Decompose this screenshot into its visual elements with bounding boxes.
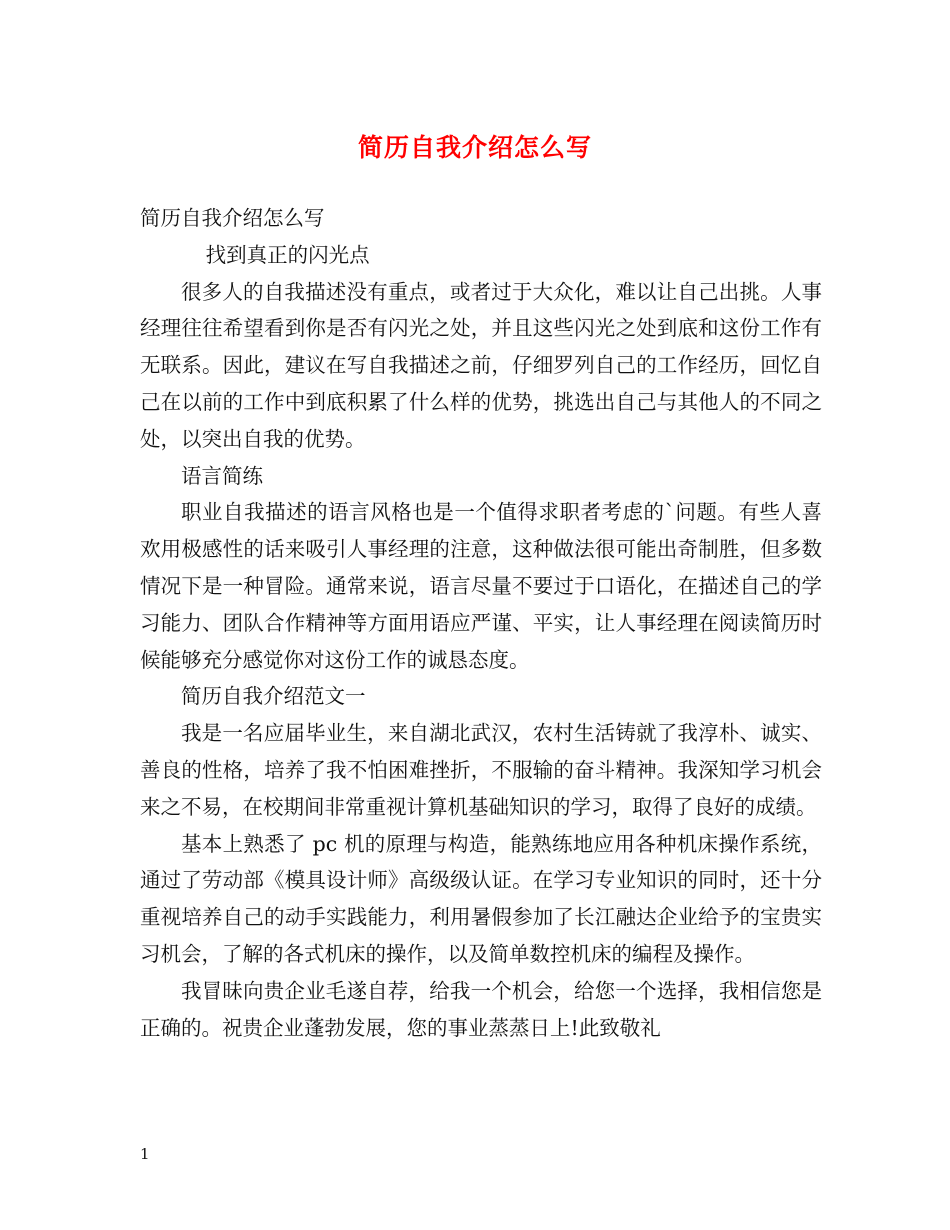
- document-title: 简历自我介绍怎么写: [357, 133, 592, 162]
- document-body: [140, 200, 822, 1046]
- paragraph-subheading: 简历自我介绍范文一: [181, 684, 366, 709]
- paragraph: 我冒昧向贵企业毛遂自荐，给我一个机会，给您一个选择，我相信您是正确的。祝贵企业蓬勃发展，您的事业蒸蒸日上!此致敬礼: [140, 978, 822, 1040]
- paragraph: 职业自我描述的语言风格也是一个值得求职者考虑的`问题。有些人喜欢用极感性的话来吸引人事经理的注意，这种做法很可能出奇制胜，但多数情况下是一种冒险。通常来说，语言尽量不要过于口语化，在描述自己的学习能力、团队合作精神等方面用语应严谨、平实，让人事经理在阅读简历时候能够充分感觉你对这份工作的诚恳态度。: [140, 500, 822, 672]
- paragraph-heading: 简历自我介绍怎么写: [140, 206, 325, 230]
- paragraph-subheading: 找到真正的闪光点: [205, 242, 370, 267]
- paragraph: 很多人的自我描述没有重点，或者过于大众化，难以让自己出挑。人事经理往往希望看到你是否有闪光之处，并且这些闪光之处到底和这份工作有无联系。因此，建议在写自我描述之前，仔细罗列自己的工作经历，回忆自己在以前的工作中到底积累了什么样的优势，挑选出自己与其他人的不同之处，以突出自我的优势。: [140, 279, 822, 451]
- paragraph: 我是一名应届毕业生，来自湖北武汉，农村生活铸就了我淳朴、诚实、善良的性格，培养了我不怕困难挫折，不服输的奋斗精神。我深知学习机会来之不易，在校期间非常重视计算机基础知识的学习，取得了良好的成绩。: [140, 721, 822, 819]
- paragraph: 基本上熟悉了 pc 机的原理与构造，能熟练地应用各种机床操作系统，通过了劳动部《模具设计师》高级级认证。在学习专业知识的同时，还十分重视培养自己的动手实践能力，利用暑假参加了长江融达企业给予的宝贵实习机会，了解的各式机床的操作，以及简单数控机床的编程及操作。: [140, 831, 822, 966]
- page-number: 1: [140, 1145, 150, 1163]
- paragraph-subheading: 语言简练: [181, 463, 263, 488]
